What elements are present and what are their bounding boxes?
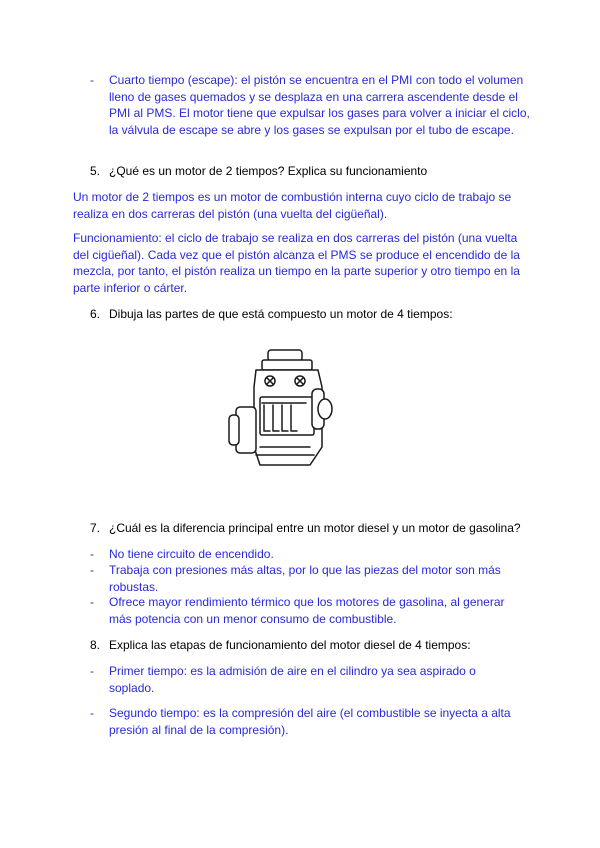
list-dash: - [90, 547, 94, 561]
engine-drawing [226, 347, 338, 471]
question-text: Explica las etapas de funcionamiento del motor diesel de 4 tiempos: [109, 638, 471, 652]
engine-side-part [318, 399, 332, 419]
q7-answer-text: Ofrece mayor rendimiento térmico que los motores de gasolina, al generar más potencia con un menor consumo de combustible. [109, 595, 505, 626]
list-dash: - [90, 563, 94, 577]
engine-pulley-hub [229, 415, 239, 445]
escape-stroke-text: Cuarto tiempo (escape): el pistón se encuentra en el PMI con todo el volumen lleno de gases quemados y se desplaza en una carrera ascendente desde el PMI al PMS. El motor tiene que expulsar los gases para volver a iniciar el ciclo, la válvula de escape se abre y los gases se expulsan por el tubo de escape. [109, 73, 530, 137]
question-number: 6. [90, 307, 101, 321]
list-dash: - [90, 706, 94, 720]
list-dash: - [90, 595, 94, 609]
q8-answer-text: Primer tiempo: es la admisión de aire en el cilindro ya sea aspirado o soplado. [109, 664, 476, 695]
engine-valve-cover [262, 360, 312, 370]
question-text: ¿Qué es un motor de 2 tiempos? Explica su funcionamiento [109, 164, 428, 178]
q7-answer-text: Trabaja con presiones más altas, por lo que las piezas del motor son más robustas. [109, 563, 501, 594]
question-number: 7. [90, 521, 101, 535]
q5-operation: Funcionamiento: el ciclo de trabajo se realiza en dos carreras del pistón (una vuelta del cigüeñal). Cada vez que el pistón alcanza el PMS se produce el encendido de la mezcla, por tanto, el pistón realiza un tiempo en la parte superior y otro tiempo en la parte inferior o cárter. [73, 231, 520, 295]
question-number: 5. [90, 164, 101, 178]
question-text: Dibuja las partes de que está compuesto un motor de 4 tiempos: [109, 307, 453, 321]
q5-definition: Un motor de 2 tiempos es un motor de combustión interna cuyo ciclo de trabajo se realiza en dos carreras del pistón (una vuelta del cigüeñal). [73, 190, 512, 221]
list-dash: - [90, 73, 94, 87]
q8-answer-text: Segundo tiempo: es la compresión del aire (el combustible se inyecta a alta presión al final de la compresión). [109, 706, 511, 737]
q7-answer-text: No tiene circuito de encendido. [109, 547, 274, 561]
question-text: ¿Cuál es la diferencia principal entre un motor diesel y un motor de gasolina? [109, 521, 521, 535]
list-dash: - [90, 664, 94, 678]
question-number: 8. [90, 638, 101, 652]
